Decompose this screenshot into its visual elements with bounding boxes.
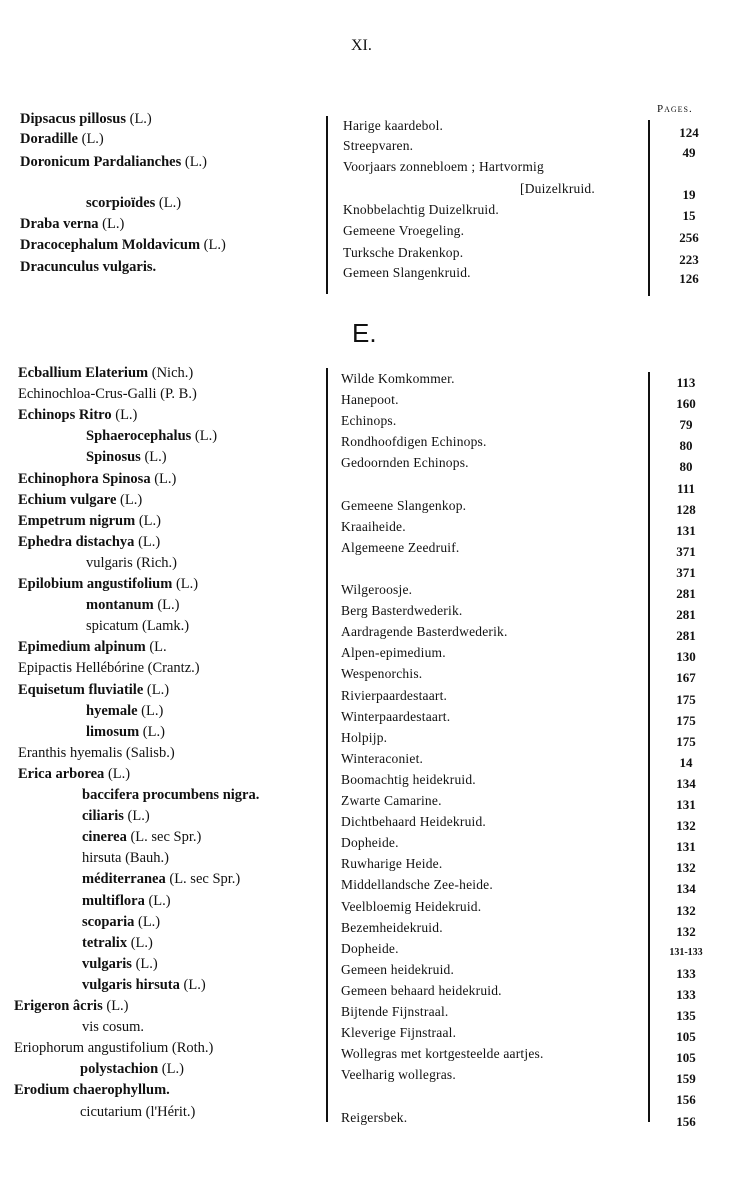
latin-genus-species: Erodium chaerophyllum. bbox=[14, 1082, 170, 1099]
latin-authority: (L.) bbox=[131, 955, 158, 972]
dutch-name: Gemeen behaard heidekruid. bbox=[341, 982, 502, 998]
column-divider-left-e bbox=[326, 368, 328, 1122]
latin-genus-species: Draba verna bbox=[20, 216, 99, 232]
page-number-ref: 15 bbox=[682, 208, 696, 223]
latin-authority: (L. bbox=[145, 639, 167, 656]
latin-authority: (L.) bbox=[116, 491, 143, 508]
pages-column-header: Pages. bbox=[657, 103, 693, 115]
latin-authority: (Roth.) bbox=[168, 1040, 214, 1057]
latin-authority: (L.) bbox=[104, 765, 131, 782]
dutch-name: Kraaiheide. bbox=[341, 518, 406, 534]
latin-authority: (L.) bbox=[144, 892, 171, 909]
page-number-ref: 134 bbox=[676, 881, 696, 897]
dutch-name: Gemeen Slangenkruid. bbox=[343, 265, 471, 280]
dutch-name: [Duizelkruid. bbox=[520, 181, 595, 196]
latin-authority: (Bauh.) bbox=[121, 850, 169, 867]
dutch-name: Gemeene Slangenkop. bbox=[341, 497, 467, 513]
page-number-ref: 133 bbox=[676, 986, 696, 1002]
latin-name bbox=[18, 577, 198, 592]
page-number-ref: 156 bbox=[676, 1113, 696, 1129]
latin-name bbox=[82, 894, 171, 909]
dutch-name: Veelbloemig Heidekruid. bbox=[341, 898, 482, 914]
latin-name bbox=[82, 851, 169, 866]
page-number: XI. bbox=[351, 37, 372, 54]
page-number-ref: 80 bbox=[679, 438, 693, 454]
latin-genus-species: vulgaris bbox=[82, 955, 132, 972]
page-number-ref: 131-133 bbox=[669, 946, 703, 958]
latin-name bbox=[20, 238, 226, 253]
latin-genus-species: cinerea bbox=[82, 829, 127, 846]
latin-authority: (L.) bbox=[181, 154, 208, 170]
column-divider-right-e bbox=[648, 372, 650, 1122]
latin-genus-species: Echinochloa-Crus-Galli bbox=[18, 386, 157, 403]
latin-authority: (L.) bbox=[123, 808, 150, 825]
latin-name bbox=[86, 704, 163, 719]
page-number-ref: 132 bbox=[676, 902, 696, 918]
dutch-name: Wollegras met kortgesteelde aartjes. bbox=[341, 1046, 544, 1062]
latin-name bbox=[86, 619, 189, 634]
latin-name bbox=[82, 872, 240, 887]
dutch-name: Veelharig wollegras. bbox=[341, 1067, 456, 1083]
page-number-ref: 130 bbox=[676, 649, 696, 665]
latin-genus-species: Doradille bbox=[20, 131, 78, 147]
latin-name bbox=[82, 936, 153, 951]
dutch-name: Dichtbehaard Heidekruid. bbox=[341, 814, 486, 830]
latin-genus-species: vulgaris bbox=[86, 554, 133, 571]
page-number-ref: 19 bbox=[682, 187, 696, 202]
latin-name bbox=[86, 598, 179, 613]
page-number-ref: 175 bbox=[676, 712, 696, 728]
page-number-ref: 105 bbox=[676, 1029, 696, 1045]
page-number-ref: 132 bbox=[676, 923, 696, 939]
page-number-ref: 124 bbox=[679, 125, 699, 140]
latin-name bbox=[86, 429, 217, 444]
latin-authority: (L.) bbox=[143, 681, 170, 698]
latin-authority: (L.) bbox=[137, 702, 164, 719]
latin-genus-species: spicatum bbox=[86, 618, 139, 635]
latin-authority: (L.) bbox=[140, 449, 167, 466]
page-number-ref: 131 bbox=[676, 839, 696, 855]
latin-name bbox=[18, 472, 176, 487]
latin-genus-species: Dipsacus pillosus bbox=[20, 111, 126, 127]
dutch-name: Winteraconiet. bbox=[341, 750, 424, 766]
dutch-name: Middellandsche Zee-heide. bbox=[341, 877, 493, 893]
latin-genus-species: scoparia bbox=[82, 913, 135, 930]
latin-genus-species: cicutarium bbox=[80, 1103, 143, 1120]
latin-genus-species: Spinosus bbox=[86, 449, 141, 466]
latin-authority: (Nich.) bbox=[148, 365, 194, 381]
latin-name bbox=[82, 1020, 144, 1035]
page-number-ref: 128 bbox=[676, 501, 696, 517]
latin-authority: (L.) bbox=[155, 195, 182, 211]
page-number-ref: 132 bbox=[676, 860, 696, 876]
latin-genus-species: Dracocephalum Moldavicum bbox=[20, 237, 201, 253]
latin-genus-species: Doronicum Pardalianches bbox=[20, 154, 182, 170]
latin-name bbox=[80, 1105, 195, 1120]
page-number-ref: 79 bbox=[679, 417, 693, 433]
column-divider-right-d bbox=[648, 120, 650, 296]
latin-name bbox=[82, 788, 259, 803]
dutch-name: Echinops. bbox=[341, 413, 397, 429]
latin-name bbox=[18, 514, 161, 529]
dutch-name: Gedoornden Echinops. bbox=[341, 455, 469, 471]
dutch-name: Holpijp. bbox=[341, 729, 388, 745]
latin-genus-species: Epimedium alpinum bbox=[18, 639, 146, 656]
latin-name bbox=[18, 767, 130, 782]
dutch-name: Winterpaardestaart. bbox=[341, 708, 451, 724]
latin-genus-species: Echium vulgare bbox=[18, 491, 117, 508]
dutch-name: Bezemheidekruid. bbox=[341, 919, 443, 935]
dutch-name: Wespenorchis. bbox=[341, 666, 423, 682]
latin-authority: (L.) bbox=[153, 597, 180, 614]
column-divider-left-d bbox=[326, 116, 328, 294]
dutch-name: Aardragende Basterdwederik. bbox=[341, 624, 508, 640]
latin-name bbox=[18, 640, 167, 655]
latin-name bbox=[18, 661, 200, 676]
latin-authority: (L. sec Spr.) bbox=[165, 871, 241, 888]
dutch-name: Voorjaars zonnebloem ; Hartvormig bbox=[343, 159, 544, 174]
page-number-ref: 160 bbox=[676, 396, 696, 412]
latin-authority: (L.) bbox=[98, 216, 125, 232]
latin-name bbox=[18, 683, 169, 698]
latin-name bbox=[86, 450, 167, 465]
latin-genus-species: vis cosum. bbox=[82, 1019, 145, 1036]
latin-genus-species: Empetrum nigrum bbox=[18, 512, 136, 529]
latin-genus-species: ciliaris bbox=[82, 808, 124, 825]
dutch-name: Algemeene Zeedruif. bbox=[341, 539, 460, 555]
latin-name bbox=[20, 155, 207, 170]
latin-authority: (P. B.) bbox=[156, 386, 197, 403]
page-number-ref: 80 bbox=[679, 459, 693, 475]
latin-name bbox=[18, 366, 193, 381]
page-number-ref: 371 bbox=[676, 543, 696, 559]
page-number-ref: 167 bbox=[676, 670, 696, 686]
latin-name bbox=[18, 387, 197, 402]
dutch-name: Gemeene Vroegeling. bbox=[343, 223, 465, 238]
latin-authority: (L.) bbox=[172, 576, 199, 592]
latin-name bbox=[20, 112, 152, 127]
page-number-ref: 159 bbox=[676, 1071, 696, 1087]
latin-genus-species: Ecballium Elaterium bbox=[18, 365, 149, 381]
dutch-name: Alpen-epimedium. bbox=[341, 645, 446, 661]
latin-authority: (L.) bbox=[125, 111, 152, 127]
latin-genus-species: Equisetum fluviatile bbox=[18, 681, 144, 698]
latin-name bbox=[18, 408, 137, 423]
dutch-name: Dopheide. bbox=[341, 835, 399, 851]
page-number-ref: 281 bbox=[676, 628, 696, 644]
latin-authority: (L.) bbox=[179, 976, 206, 993]
dutch-name: Ruwharige Heide. bbox=[341, 856, 443, 872]
latin-authority: (Salisb.) bbox=[122, 744, 175, 761]
latin-name bbox=[82, 978, 206, 993]
latin-name bbox=[86, 196, 181, 211]
dutch-name: Rivierpaardestaart. bbox=[341, 687, 448, 703]
dutch-name: Knobbelachtig Duizelkruid. bbox=[343, 202, 499, 217]
page-number-ref: 281 bbox=[676, 586, 696, 601]
latin-genus-species: montanum bbox=[86, 597, 154, 614]
latin-name bbox=[82, 915, 160, 930]
dutch-name: Berg Basterdwederik. bbox=[341, 603, 463, 619]
latin-name bbox=[14, 1041, 213, 1056]
dutch-name: Turksche Drakenkop. bbox=[343, 245, 464, 260]
latin-genus-species: baccifera procumbens nigra. bbox=[82, 787, 260, 803]
latin-name bbox=[14, 999, 129, 1014]
latin-authority: (L.) bbox=[191, 428, 218, 445]
latin-name bbox=[20, 132, 104, 147]
page-number-ref: 175 bbox=[676, 733, 696, 749]
latin-name bbox=[14, 1083, 170, 1098]
latin-genus-species: Epilobium angustifolium bbox=[18, 576, 173, 592]
latin-authority: (L.) bbox=[134, 913, 161, 930]
latin-genus-species: Echinophora Spinosa bbox=[18, 470, 151, 487]
page-number-ref: 135 bbox=[676, 1008, 696, 1023]
dutch-name: Streepvaren. bbox=[343, 138, 414, 153]
latin-genus-species: Epipactis Hellébórine bbox=[18, 660, 145, 677]
latin-name bbox=[20, 260, 156, 275]
page-number-ref: 156 bbox=[676, 1092, 696, 1108]
latin-genus-species: limosum bbox=[86, 723, 140, 740]
latin-name bbox=[82, 809, 150, 824]
latin-authority: (L.) bbox=[78, 131, 104, 147]
latin-genus-species: Eranthis hyemalis bbox=[18, 744, 123, 761]
latin-genus-species: Erica arborea bbox=[18, 765, 105, 782]
latin-genus-species: hyemale bbox=[86, 702, 138, 719]
latin-genus-species: Sphaerocephalus bbox=[86, 428, 192, 445]
latin-authority: (L.) bbox=[150, 470, 177, 487]
latin-name bbox=[18, 535, 160, 550]
page-number-ref: 133 bbox=[676, 965, 696, 981]
page-number-ref: 175 bbox=[676, 691, 696, 707]
latin-name bbox=[18, 493, 142, 508]
latin-genus-species: hirsuta bbox=[82, 850, 122, 867]
latin-genus-species: polystachion bbox=[80, 1061, 159, 1078]
dutch-name: Rondhoofdigen Echinops. bbox=[341, 434, 487, 450]
page-number-ref: 256 bbox=[679, 230, 699, 245]
page-number-ref: 111 bbox=[676, 480, 696, 496]
page-number-ref: 223 bbox=[679, 252, 699, 267]
page-number-ref: 134 bbox=[676, 775, 696, 791]
latin-authority: (Rich.) bbox=[132, 554, 178, 571]
page-number-ref: 371 bbox=[676, 564, 696, 580]
latin-authority: (L.) bbox=[111, 407, 138, 424]
page-number-ref: 131 bbox=[676, 797, 696, 812]
dutch-name: Reigersbek. bbox=[341, 1109, 408, 1125]
dutch-name: Zwarte Camarine. bbox=[341, 793, 442, 808]
page-number-ref: 49 bbox=[682, 145, 696, 160]
page-number-ref: 126 bbox=[679, 271, 699, 286]
page-number-ref: 131 bbox=[676, 522, 696, 538]
dutch-name: Dopheide. bbox=[341, 940, 399, 956]
latin-authority: (L.) bbox=[139, 723, 165, 740]
latin-name bbox=[86, 725, 165, 740]
page-number-ref: 105 bbox=[676, 1050, 696, 1066]
latin-genus-species: Eriophorum angustifolium bbox=[14, 1040, 169, 1057]
page-number-ref: 132 bbox=[676, 818, 696, 834]
latin-name bbox=[20, 217, 124, 232]
dutch-name: Wilde Komkommer. bbox=[341, 371, 455, 386]
latin-genus-species: Erigeron âcris bbox=[14, 998, 103, 1014]
dutch-name: Boomachtig heidekruid. bbox=[341, 771, 476, 787]
page-number-ref: 14 bbox=[679, 754, 693, 770]
dutch-name: Wilgeroosje. bbox=[341, 582, 413, 597]
latin-authority: (L.) bbox=[127, 934, 153, 951]
latin-genus-species: scorpioïdes bbox=[86, 195, 156, 211]
latin-authority: (L.) bbox=[135, 512, 161, 529]
latin-genus-species: tetralix bbox=[82, 934, 128, 951]
latin-genus-species: Ephedra distachya bbox=[18, 533, 135, 550]
latin-authority: (L.) bbox=[200, 237, 226, 253]
latin-genus-species: méditerranea bbox=[82, 871, 166, 888]
latin-authority: (l'Hérit.) bbox=[142, 1103, 196, 1120]
page-number-ref: 281 bbox=[676, 607, 696, 623]
latin-name bbox=[82, 957, 158, 972]
dutch-name: Gemeen heidekruid. bbox=[341, 961, 455, 977]
latin-name bbox=[86, 556, 177, 571]
page-number-ref: 113 bbox=[676, 375, 696, 390]
dutch-name: Bijtende Fijnstraal. bbox=[341, 1004, 449, 1019]
latin-authority: (Lamk.) bbox=[138, 618, 190, 635]
latin-name bbox=[80, 1062, 184, 1077]
latin-genus-species: Dracunculus vulgaris. bbox=[20, 259, 157, 275]
dutch-name: Harige kaardebol. bbox=[343, 118, 444, 133]
latin-authority: (Crantz.) bbox=[144, 660, 200, 677]
latin-genus-species: Echinops Ritro bbox=[18, 407, 112, 424]
latin-name bbox=[82, 830, 201, 845]
section-letter-e: E. bbox=[352, 318, 377, 348]
latin-name bbox=[18, 746, 175, 761]
latin-authority: (L.) bbox=[134, 533, 161, 550]
latin-genus-species: multiflora bbox=[82, 892, 145, 909]
dutch-name: Hanepoot. bbox=[341, 392, 399, 408]
latin-authority: (L.) bbox=[102, 998, 129, 1014]
latin-authority: (L.) bbox=[158, 1061, 184, 1078]
latin-genus-species: vulgaris hirsuta bbox=[82, 976, 180, 993]
latin-authority: (L. sec Spr.) bbox=[126, 829, 202, 846]
dutch-name: Kleverige Fijnstraal. bbox=[341, 1025, 457, 1041]
